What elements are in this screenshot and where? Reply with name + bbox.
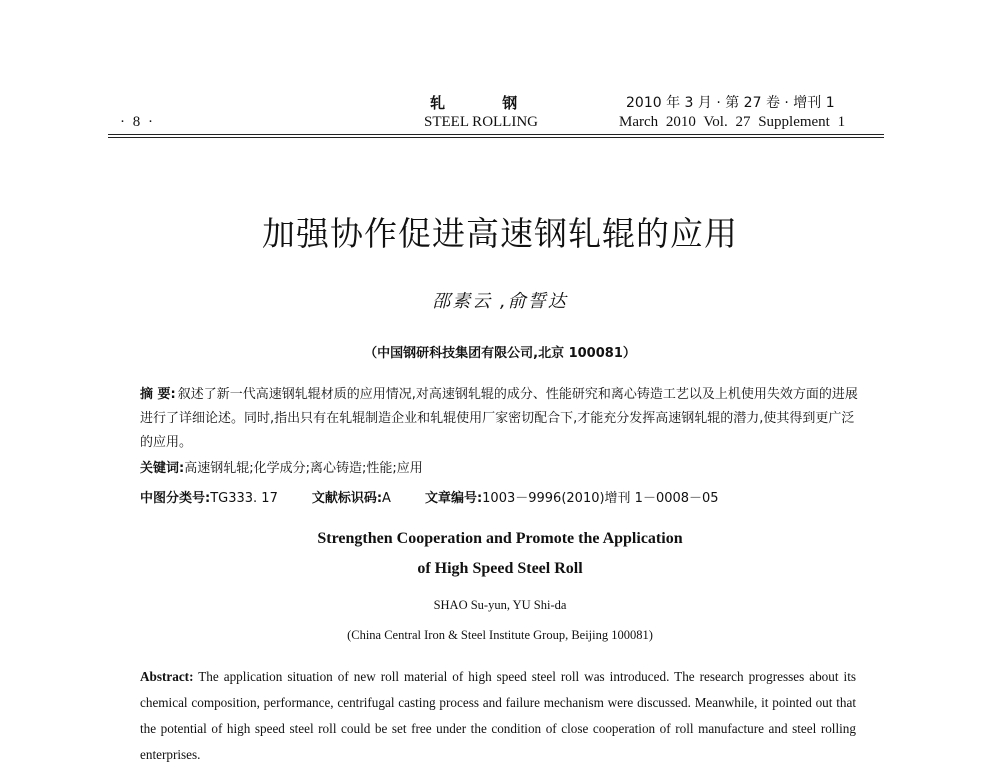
- abstract-en-text: The application situation of new roll material of high speed steel roll was introduced. The research progresses about its chemical composition, performance, centrifugal casting process and failure mechanism were discussed. Meanwhile, it pointed out that the potential of high speed steel roll could be set free under the condition of close cooperation of roll manufacture and steel rolling enterprises.: [140, 669, 856, 762]
- keywords-cn-label: 关键词:: [140, 461, 185, 476]
- affiliation-cn: （中国钢研科技集团有限公司,北京 100081）: [364, 346, 636, 361]
- classification-line: [140, 487, 860, 506]
- keywords-cn: [140, 457, 860, 476]
- header-rule-thin: [108, 137, 884, 138]
- affiliation-en: (China Central Iron & Steel Institute Group, Beijing 100081): [347, 628, 653, 642]
- authors-cn: 邵素云 ,俞誓达: [432, 291, 568, 312]
- clc-label: 中图分类号:: [140, 491, 211, 506]
- abstract-cn: [140, 383, 860, 455]
- journal-name-en: STEEL ROLLING: [424, 114, 539, 130]
- abstract-en-label: Abstract:: [140, 669, 194, 684]
- issue-info-en: March 2010 Vol. 27 Supplement 1: [619, 114, 846, 130]
- issue-info-cn: 2010 年 3 月 · 第 27 卷 · 增刊 1: [626, 95, 835, 111]
- article-title-en-line2: of High Speed Steel Roll: [417, 560, 583, 577]
- abstract-cn-label: 摘 要:: [140, 387, 176, 402]
- keywords-cn-text: 高速钢轧辊;化学成分;离心铸造;性能;应用: [184, 461, 423, 476]
- article-no-value: 1003－9996(2010)增刊 1－0008－05: [482, 491, 719, 506]
- header-rule: [108, 134, 884, 135]
- article-no-label: 文章编号:: [424, 491, 483, 506]
- journal-name-cn: 轧 钢: [430, 94, 544, 112]
- doc-code-label: 文献标识码:: [311, 491, 383, 506]
- article-title-cn: 加强协作促进高速钢轧辊的应用: [262, 214, 738, 253]
- abstract-cn-text: 叙述了新一代高速钢轧辊材质的应用情况,对高速钢轧辊的成分、性能研究和离心铸造工艺以及上机使用失效方面的进展进行了详细论述。同时,指出只有在轧辊制造企业和轧辊使用厂家密切配合下,才能充分发挥高速钢轧辊的潜力,使其得到更广泛的应用。: [140, 387, 858, 450]
- article-title-en-line1: Strengthen Cooperation and Promote the Application: [317, 530, 683, 547]
- doc-code-value: A: [382, 491, 391, 506]
- clc-value: TG333. 17: [210, 491, 278, 506]
- page-number: · 8 ·: [120, 114, 155, 130]
- authors-en: SHAO Su-yun, YU Shi-da: [433, 598, 567, 612]
- abstract-en: [140, 664, 856, 768]
